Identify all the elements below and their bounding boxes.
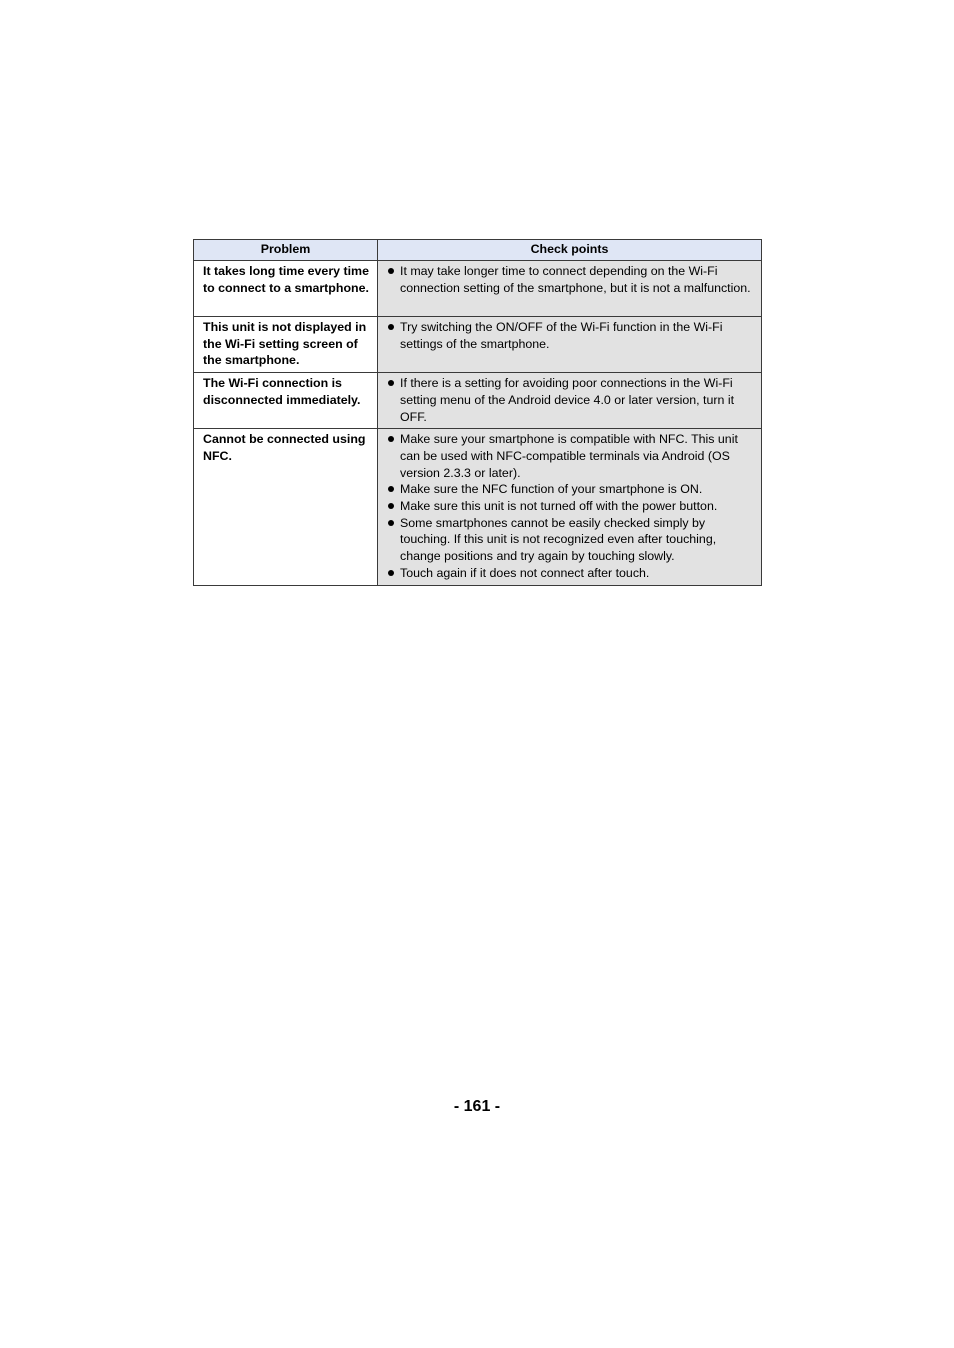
check-list xyxy=(387,263,753,296)
check-item: Try switching the ON/OFF of the Wi-Fi function in the Wi-Fi settings of the smartphone. xyxy=(387,319,753,352)
problem-cell: It takes long time every time to connect to a smartphone. xyxy=(194,261,378,317)
problem-cell: The Wi-Fi connection is disconnected immediately. xyxy=(194,373,378,429)
table-row xyxy=(194,317,762,373)
header-problem: Problem xyxy=(194,240,378,261)
header-check-points: Check points xyxy=(378,240,762,261)
check-item: If there is a setting for avoiding poor connections in the Wi-Fi setting menu of the Android device 4.0 or later version, turn it OFF. xyxy=(387,375,753,425)
check-list xyxy=(387,431,753,581)
table-header-row xyxy=(194,240,762,261)
check-points-cell xyxy=(378,373,762,429)
check-item: Make sure this unit is not turned off with the power button. xyxy=(387,498,753,515)
check-list xyxy=(387,319,753,352)
table-row xyxy=(194,261,762,317)
check-item: Some smartphones cannot be easily checked simply by touching. If this unit is not recognized even after touching, change positions and try again by touching slowly. xyxy=(387,515,753,565)
check-item: It may take longer time to connect depending on the Wi-Fi connection setting of the smartphone, but it is not a malfunction. xyxy=(387,263,753,296)
problem-cell: This unit is not displayed in the Wi-Fi setting screen of the smartphone. xyxy=(194,317,378,373)
table-row xyxy=(194,429,762,585)
check-list xyxy=(387,375,753,425)
check-points-cell xyxy=(378,317,762,373)
table-row xyxy=(194,373,762,429)
check-points-cell xyxy=(378,429,762,585)
check-points-cell xyxy=(378,261,762,317)
check-item: Touch again if it does not connect after touch. xyxy=(387,565,753,582)
check-item: Make sure the NFC function of your smartphone is ON. xyxy=(387,481,753,498)
check-item: Make sure your smartphone is compatible with NFC. This unit can be used with NFC-compatible terminals via Android (OS version 2.3.3 or later). xyxy=(387,431,753,481)
page-number: - 161 - xyxy=(453,1098,501,1115)
problem-cell: Cannot be connected using NFC. xyxy=(194,429,378,585)
troubleshooting-table xyxy=(193,239,762,586)
